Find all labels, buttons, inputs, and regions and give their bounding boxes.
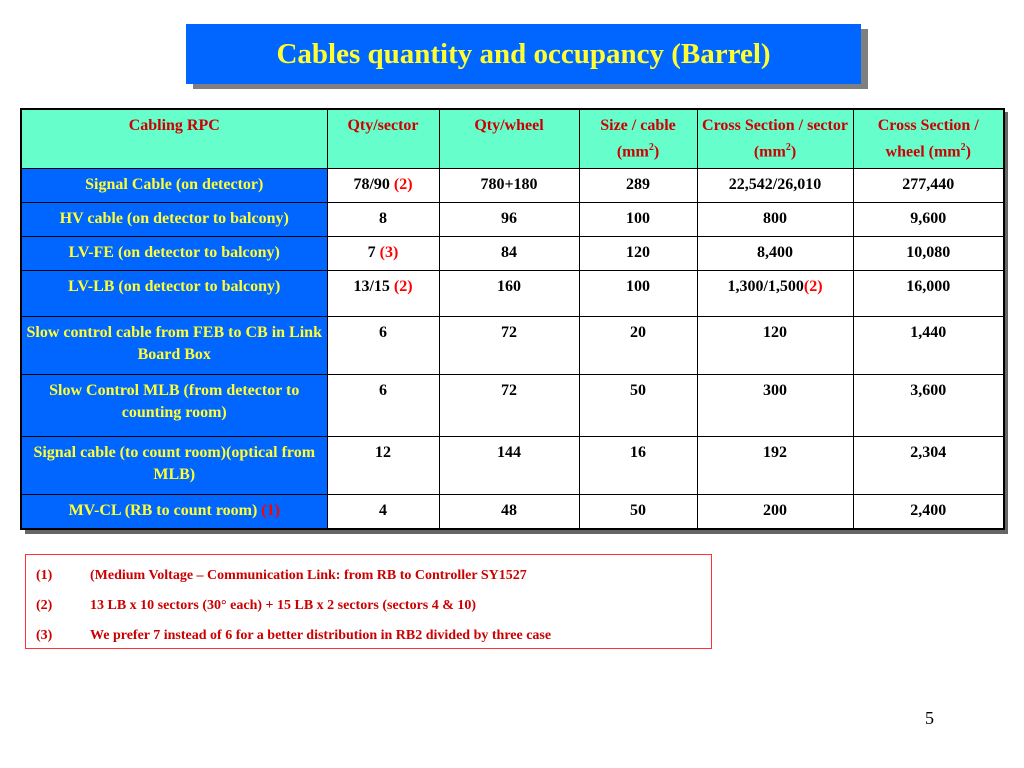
page-number: 5: [925, 708, 934, 728]
header-cross-section-wheel: Cross Section / wheel $(mm^2)$: [853, 109, 1004, 169]
header-size-cable: Size / cable $(mm^2)$: [579, 109, 697, 169]
cell-qty-sector: 13/15 (2): [327, 271, 439, 317]
table-row: [21, 271, 1004, 317]
cell-qty-wheel: 160: [439, 271, 579, 317]
footnote-ref: (1): [261, 502, 280, 520]
cell-qty-wheel: 72: [439, 375, 579, 437]
cell-cabling-rpc: Slow Control MLB (from detector to counting room): [21, 375, 327, 437]
cell-cabling-rpc: MV-CL (RB to count room) (1): [21, 495, 327, 529]
cell-cabling-rpc: Signal Cable (on detector): [21, 169, 327, 203]
cell-cross-section-sector: 1,300/1,500(2): [697, 271, 853, 317]
cell-qty-sector: 12: [327, 437, 439, 495]
table-row: [21, 203, 1004, 237]
footnote-number: (1): [36, 568, 53, 583]
header-cabling-rpc: Cabling RPC: [21, 109, 327, 169]
cell-cabling-rpc: Slow control cable from FEB to CB in Link Board Box: [21, 317, 327, 375]
footnote-ref: (2): [393, 278, 413, 296]
table-row: [21, 317, 1004, 375]
cell-cabling-rpc: Signal cable (to count room)(optical from MLB): [21, 437, 327, 495]
cell-qty-sector: 8: [327, 203, 439, 237]
table-row: [21, 437, 1004, 495]
cell-qty-wheel: 780+180: [439, 169, 579, 203]
footnote: [36, 621, 711, 651]
footnote-number: (3): [36, 628, 53, 643]
cell-qty-sector: 78/90 (2): [327, 169, 439, 203]
cell-cross-section-wheel: 2,400: [853, 495, 1004, 529]
cell-size-cable: 16: [579, 437, 697, 495]
cell-qty-wheel: 84: [439, 237, 579, 271]
slide-title-text: Cables quantity and occupancy (Barrel): [276, 37, 771, 70]
cell-cabling-rpc: LV-LB (on detector to balcony): [21, 271, 327, 317]
footnote-text: 13 LB x 10 sectors (30° each) + 15 LB x 2 sectors (sectors 4 & 10): [90, 598, 477, 613]
cell-cross-section-wheel: 9,600: [853, 203, 1004, 237]
cell-qty-wheel: 72: [439, 317, 579, 375]
cell-cross-section-wheel: 277,440: [853, 169, 1004, 203]
cell-cross-section-wheel: 2,304: [853, 437, 1004, 495]
cell-cross-section-wheel: 16,000: [853, 271, 1004, 317]
cell-size-cable: 289: [579, 169, 697, 203]
table-row: [21, 375, 1004, 437]
table-header-row: [21, 109, 1004, 169]
cell-qty-sector: 6: [327, 317, 439, 375]
cell-qty-wheel: 48: [439, 495, 579, 529]
cell-cross-section-sector: 120: [697, 317, 853, 375]
cell-cross-section-sector: 22,542/26,010: [697, 169, 853, 203]
footnote-ref: (3): [379, 244, 399, 262]
header-cross-section-sector: Cross Section / sector $(mm^2)$: [697, 109, 853, 169]
table-row: [21, 237, 1004, 271]
table-row: [21, 169, 1004, 203]
footnotes-box: [25, 554, 712, 649]
slide-title: [186, 24, 861, 84]
cables-table: [20, 108, 1005, 530]
cell-qty-sector: 6: [327, 375, 439, 437]
cell-size-cable: 120: [579, 237, 697, 271]
cell-size-cable: 50: [579, 375, 697, 437]
header-qty-wheel: Qty/wheel: [439, 109, 579, 169]
cell-cross-section-sector: 800: [697, 203, 853, 237]
cell-size-cable: 50: [579, 495, 697, 529]
cell-size-cable: 100: [579, 271, 697, 317]
header-qty-sector: Qty/sector: [327, 109, 439, 169]
cell-cabling-rpc: HV cable (on detector to balcony): [21, 203, 327, 237]
cell-cross-section-sector: 300: [697, 375, 853, 437]
cell-qty-sector: 4: [327, 495, 439, 529]
cell-size-cable: 100: [579, 203, 697, 237]
footnote-ref: (2): [803, 278, 823, 296]
footnote-number: (2): [36, 598, 53, 613]
cell-cross-section-sector: 200: [697, 495, 853, 529]
cell-qty-wheel: 96: [439, 203, 579, 237]
footnote-text: We prefer 7 instead of 6 for a better distribution in RB2 divided by three case: [90, 628, 552, 643]
cell-cross-section-wheel: 3,600: [853, 375, 1004, 437]
cell-qty-wheel: 144: [439, 437, 579, 495]
cell-cabling-rpc: LV-FE (on detector to balcony): [21, 237, 327, 271]
cell-cross-section-sector: 8,400: [697, 237, 853, 271]
footnote-text: (Medium Voltage – Communication Link: from RB to Controller SY1527: [90, 568, 527, 583]
footnote: [36, 561, 711, 591]
cell-cross-section-wheel: 10,080: [853, 237, 1004, 271]
cell-cross-section-sector: 192: [697, 437, 853, 495]
cell-qty-sector: 7 (3): [327, 237, 439, 271]
footnote-ref: (2): [393, 176, 413, 194]
cell-size-cable: 20: [579, 317, 697, 375]
footnote: [36, 591, 711, 621]
cell-cross-section-wheel: 1,440: [853, 317, 1004, 375]
table-row: [21, 495, 1004, 529]
